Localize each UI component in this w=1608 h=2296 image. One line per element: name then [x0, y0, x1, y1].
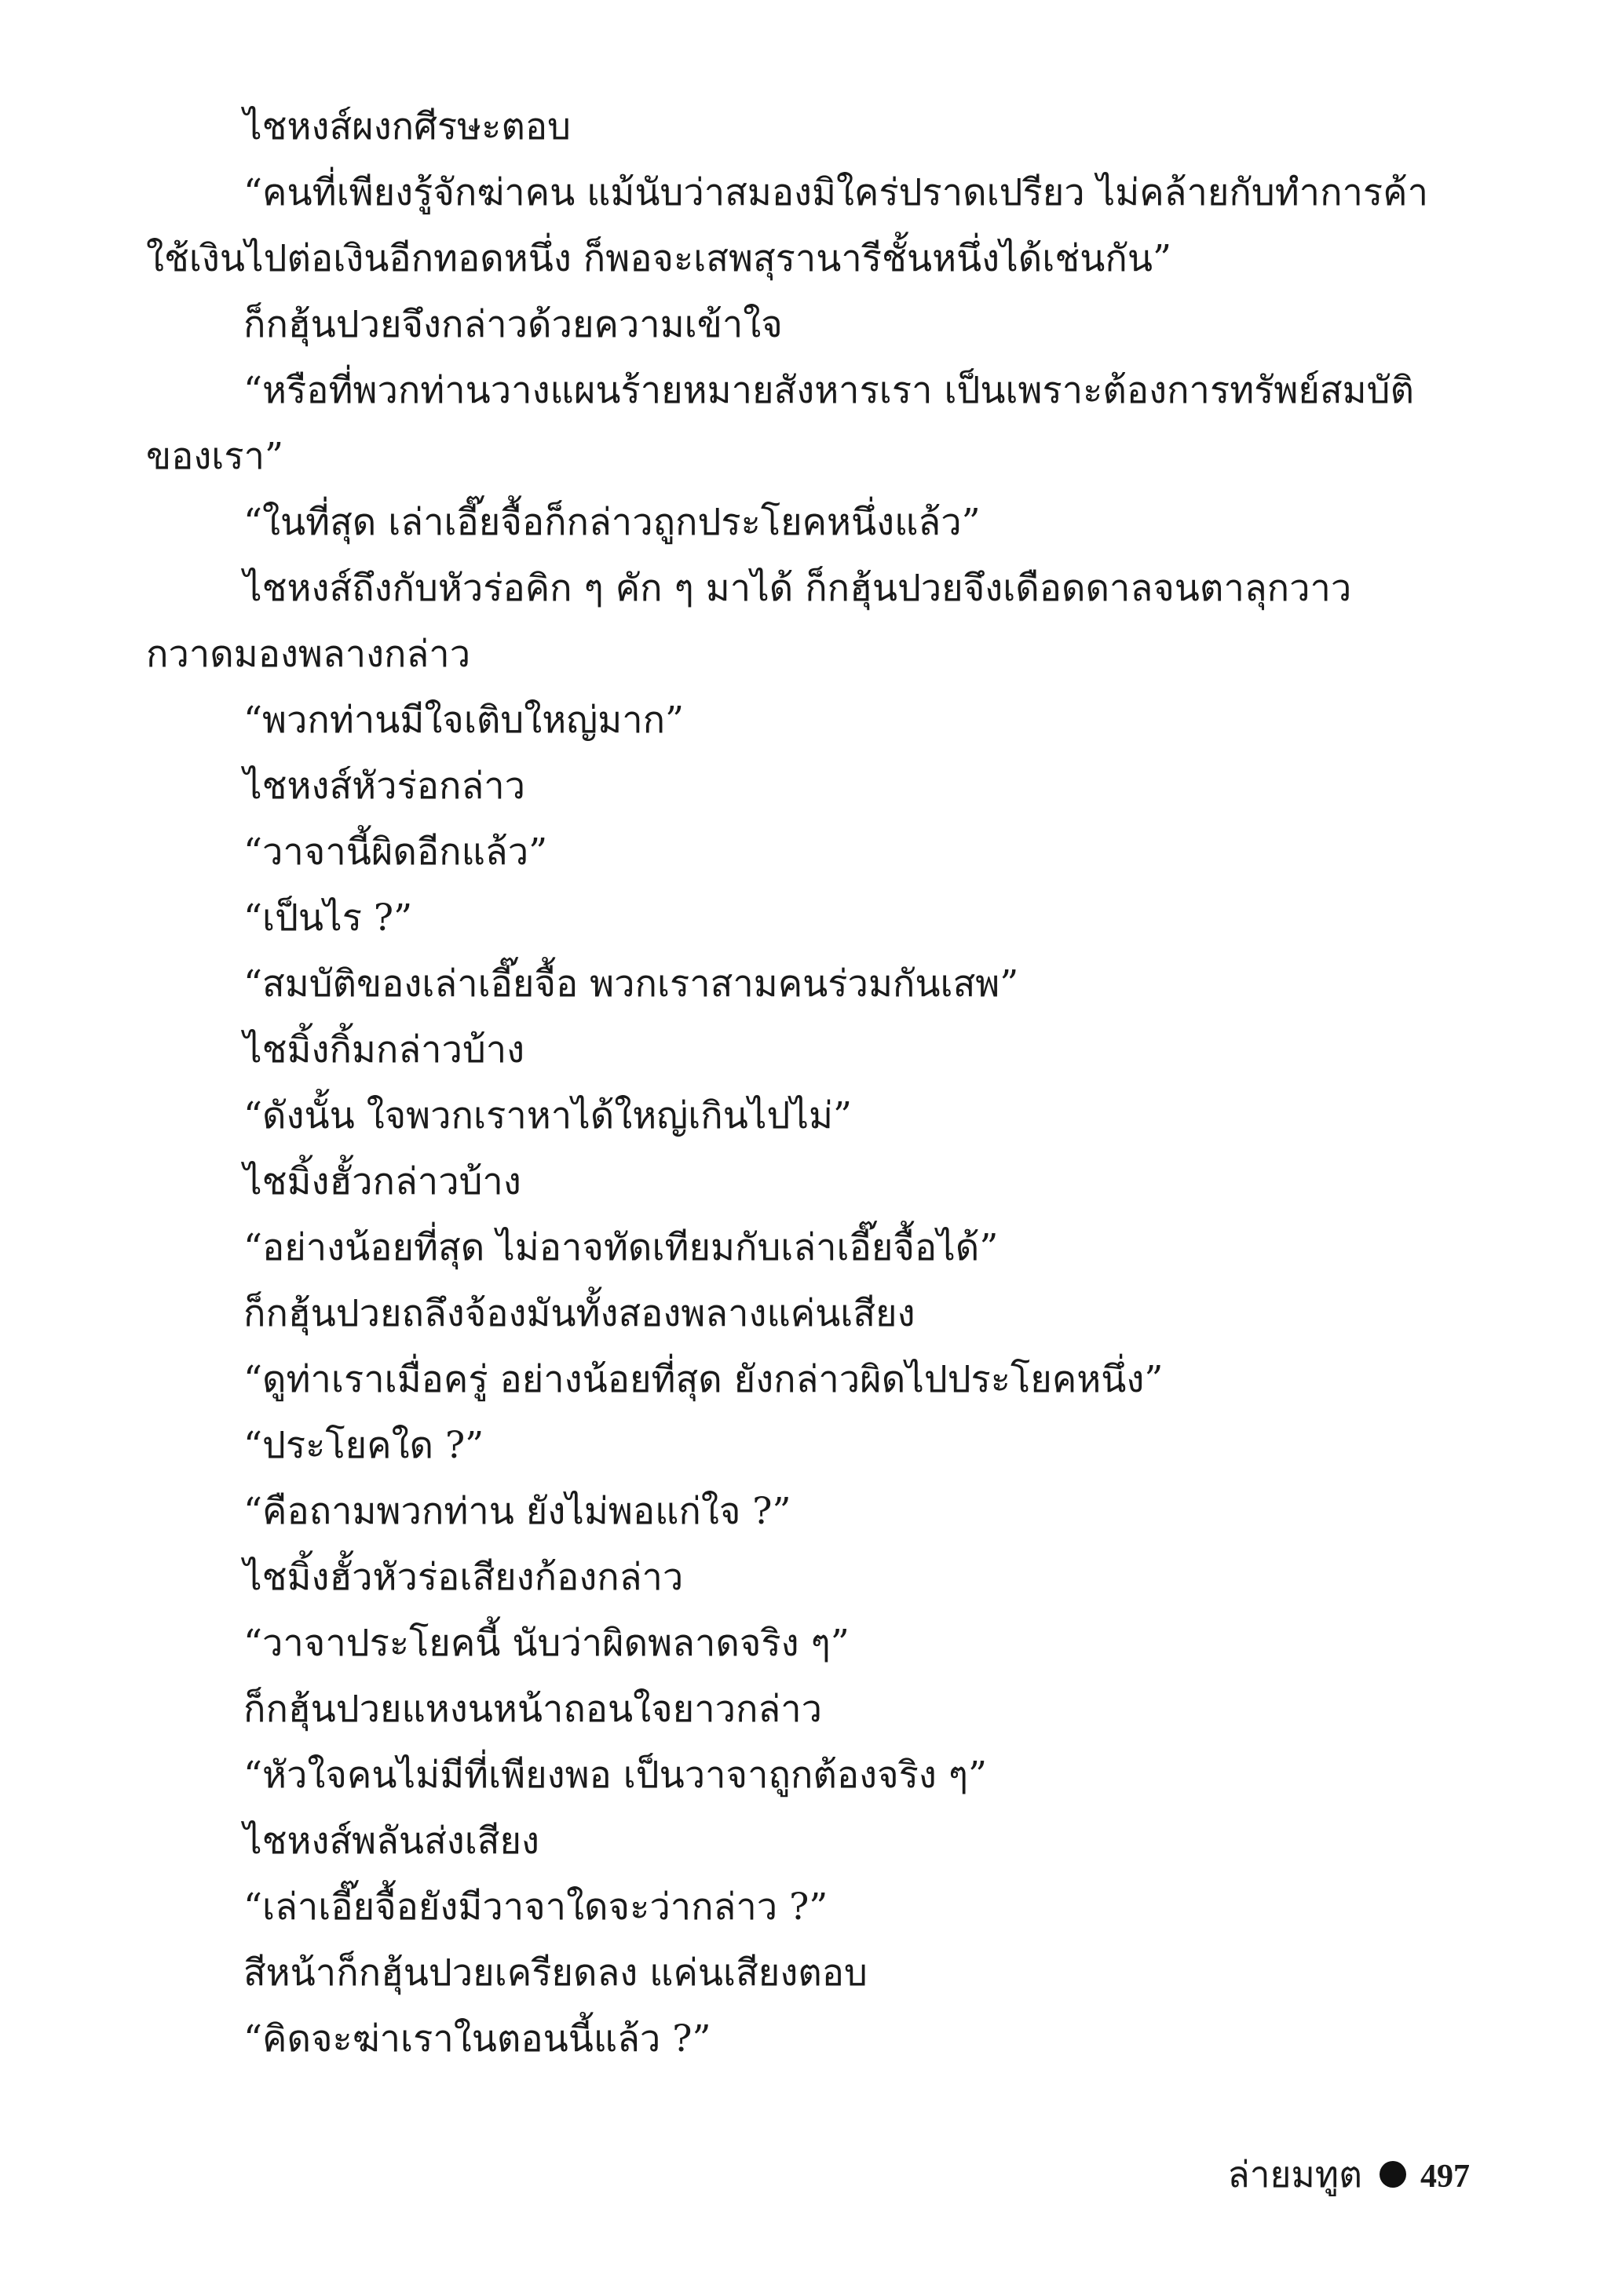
text-line: ของเรา” — [146, 435, 284, 478]
text-line: ไชหงส์ถึงกับหัวร่อคิก ๆ คัก ๆ มาได้ ก็กฮุ้นปวยจึงเดือดดาลจนตาลุกวาว — [243, 567, 1352, 610]
text-line: “วาจานี้ผิดอีกแล้ว” — [243, 830, 548, 874]
text-line: “พวกท่านมีใจเติบใหญ่มาก” — [243, 699, 685, 742]
text-line: “ประโยคใด ?” — [243, 1424, 484, 1467]
text-line: ไชหงส์ผงกศีรษะตอบ — [243, 105, 571, 148]
page-number: 497 — [1420, 2159, 1470, 2195]
text-line: ใช้เงินไปต่อเงินอีกทอดหนึ่ง ก็พอจะเสพสุรานารีชั้นหนึ่งได้เช่นกัน” — [146, 237, 1171, 280]
text-line: ก็กฮุ้นปวยถลึงจ้องมันทั้งสองพลางแค่นเสียง — [243, 1292, 915, 1335]
page-footer — [1228, 2147, 1471, 2204]
text-line: สีหน้าก็กฮุ้นปวยเครียดลง แค่นเสียงตอบ — [243, 1951, 868, 1995]
body-text — [146, 94, 1473, 2072]
text-line: “ดังนั้น ใจพวกเราหาได้ใหญ่เกินไปไม่” — [243, 1094, 852, 1137]
text-line: “เป็นไร ?” — [243, 896, 413, 940]
text-line: ไชมิ้งฮั้วหัวร่อเสียงก้องกล่าว — [243, 1556, 684, 1599]
text-line: กวาดมองพลางกล่าว — [146, 633, 471, 676]
text-line: “เล่าเอี๊ยจื้อยังมีวาจาใดจะว่ากล่าว ?” — [243, 1885, 828, 1929]
text-line: ไชมิ้งกิ้มกล่าวบ้าง — [243, 1028, 525, 1071]
text-line: “อย่างน้อยที่สุด ไม่อาจทัดเทียมกับเล่าเอี๊ยจื้อได้” — [243, 1226, 999, 1269]
text-line: ไชมิ้งฮั้วกล่าวบ้าง — [243, 1160, 521, 1203]
text-line: “ดูท่าเราเมื่อครู่ อย่างน้อยที่สุด ยังกล่าวผิดไปประโยคหนึ่ง” — [243, 1358, 1164, 1401]
text-line: ไชหงส์หัวร่อกล่าว — [243, 765, 526, 808]
text-line: “คิดจะฆ่าเราในตอนนี้แล้ว ?” — [243, 2017, 711, 2061]
running-title: ล่ายมทูต — [1227, 2153, 1362, 2196]
text-line: “คือถามพวกท่าน ยังไม่พอแก่ใจ ?” — [243, 1490, 791, 1533]
text-line: ไชหงส์พลันส่งเสียง — [243, 1820, 539, 1863]
text-line: “คนที่เพียงรู้จักฆ่าคน แม้นับว่าสมองมิใคร่ปราดเปรียว ไม่คล้ายกับทำการค้า — [243, 171, 1429, 214]
text-line: “หรือที่พวกท่านวางแผนร้ายหมายสังหารเรา เป็นเพราะต้องการทรัพย์สมบัติ — [243, 369, 1414, 412]
text-line: “ในที่สุด เล่าเอี๊ยจื้อก็กล่าวถูกประโยคหนึ่งแล้ว” — [243, 501, 981, 544]
bullet-separator-icon — [1380, 2161, 1406, 2188]
text-line: “หัวใจคนไม่มีที่เพียงพอ เป็นวาจาถูกต้องจริง ๆ” — [243, 1754, 988, 1797]
text-line: ก็กฮุ้นปวยจึงกล่าวด้วยความเข้าใจ — [243, 303, 783, 346]
text-line: “วาจาประโยคนี้ นับว่าผิดพลาดจริง ๆ” — [243, 1622, 850, 1665]
text-line: ก็กฮุ้นปวยแหงนหน้าถอนใจยาวกล่าว — [243, 1688, 823, 1731]
text-line: “สมบัติของเล่าเอี๊ยจื้อ พวกเราสามคนร่วมกันเสพ” — [243, 962, 1019, 1006]
